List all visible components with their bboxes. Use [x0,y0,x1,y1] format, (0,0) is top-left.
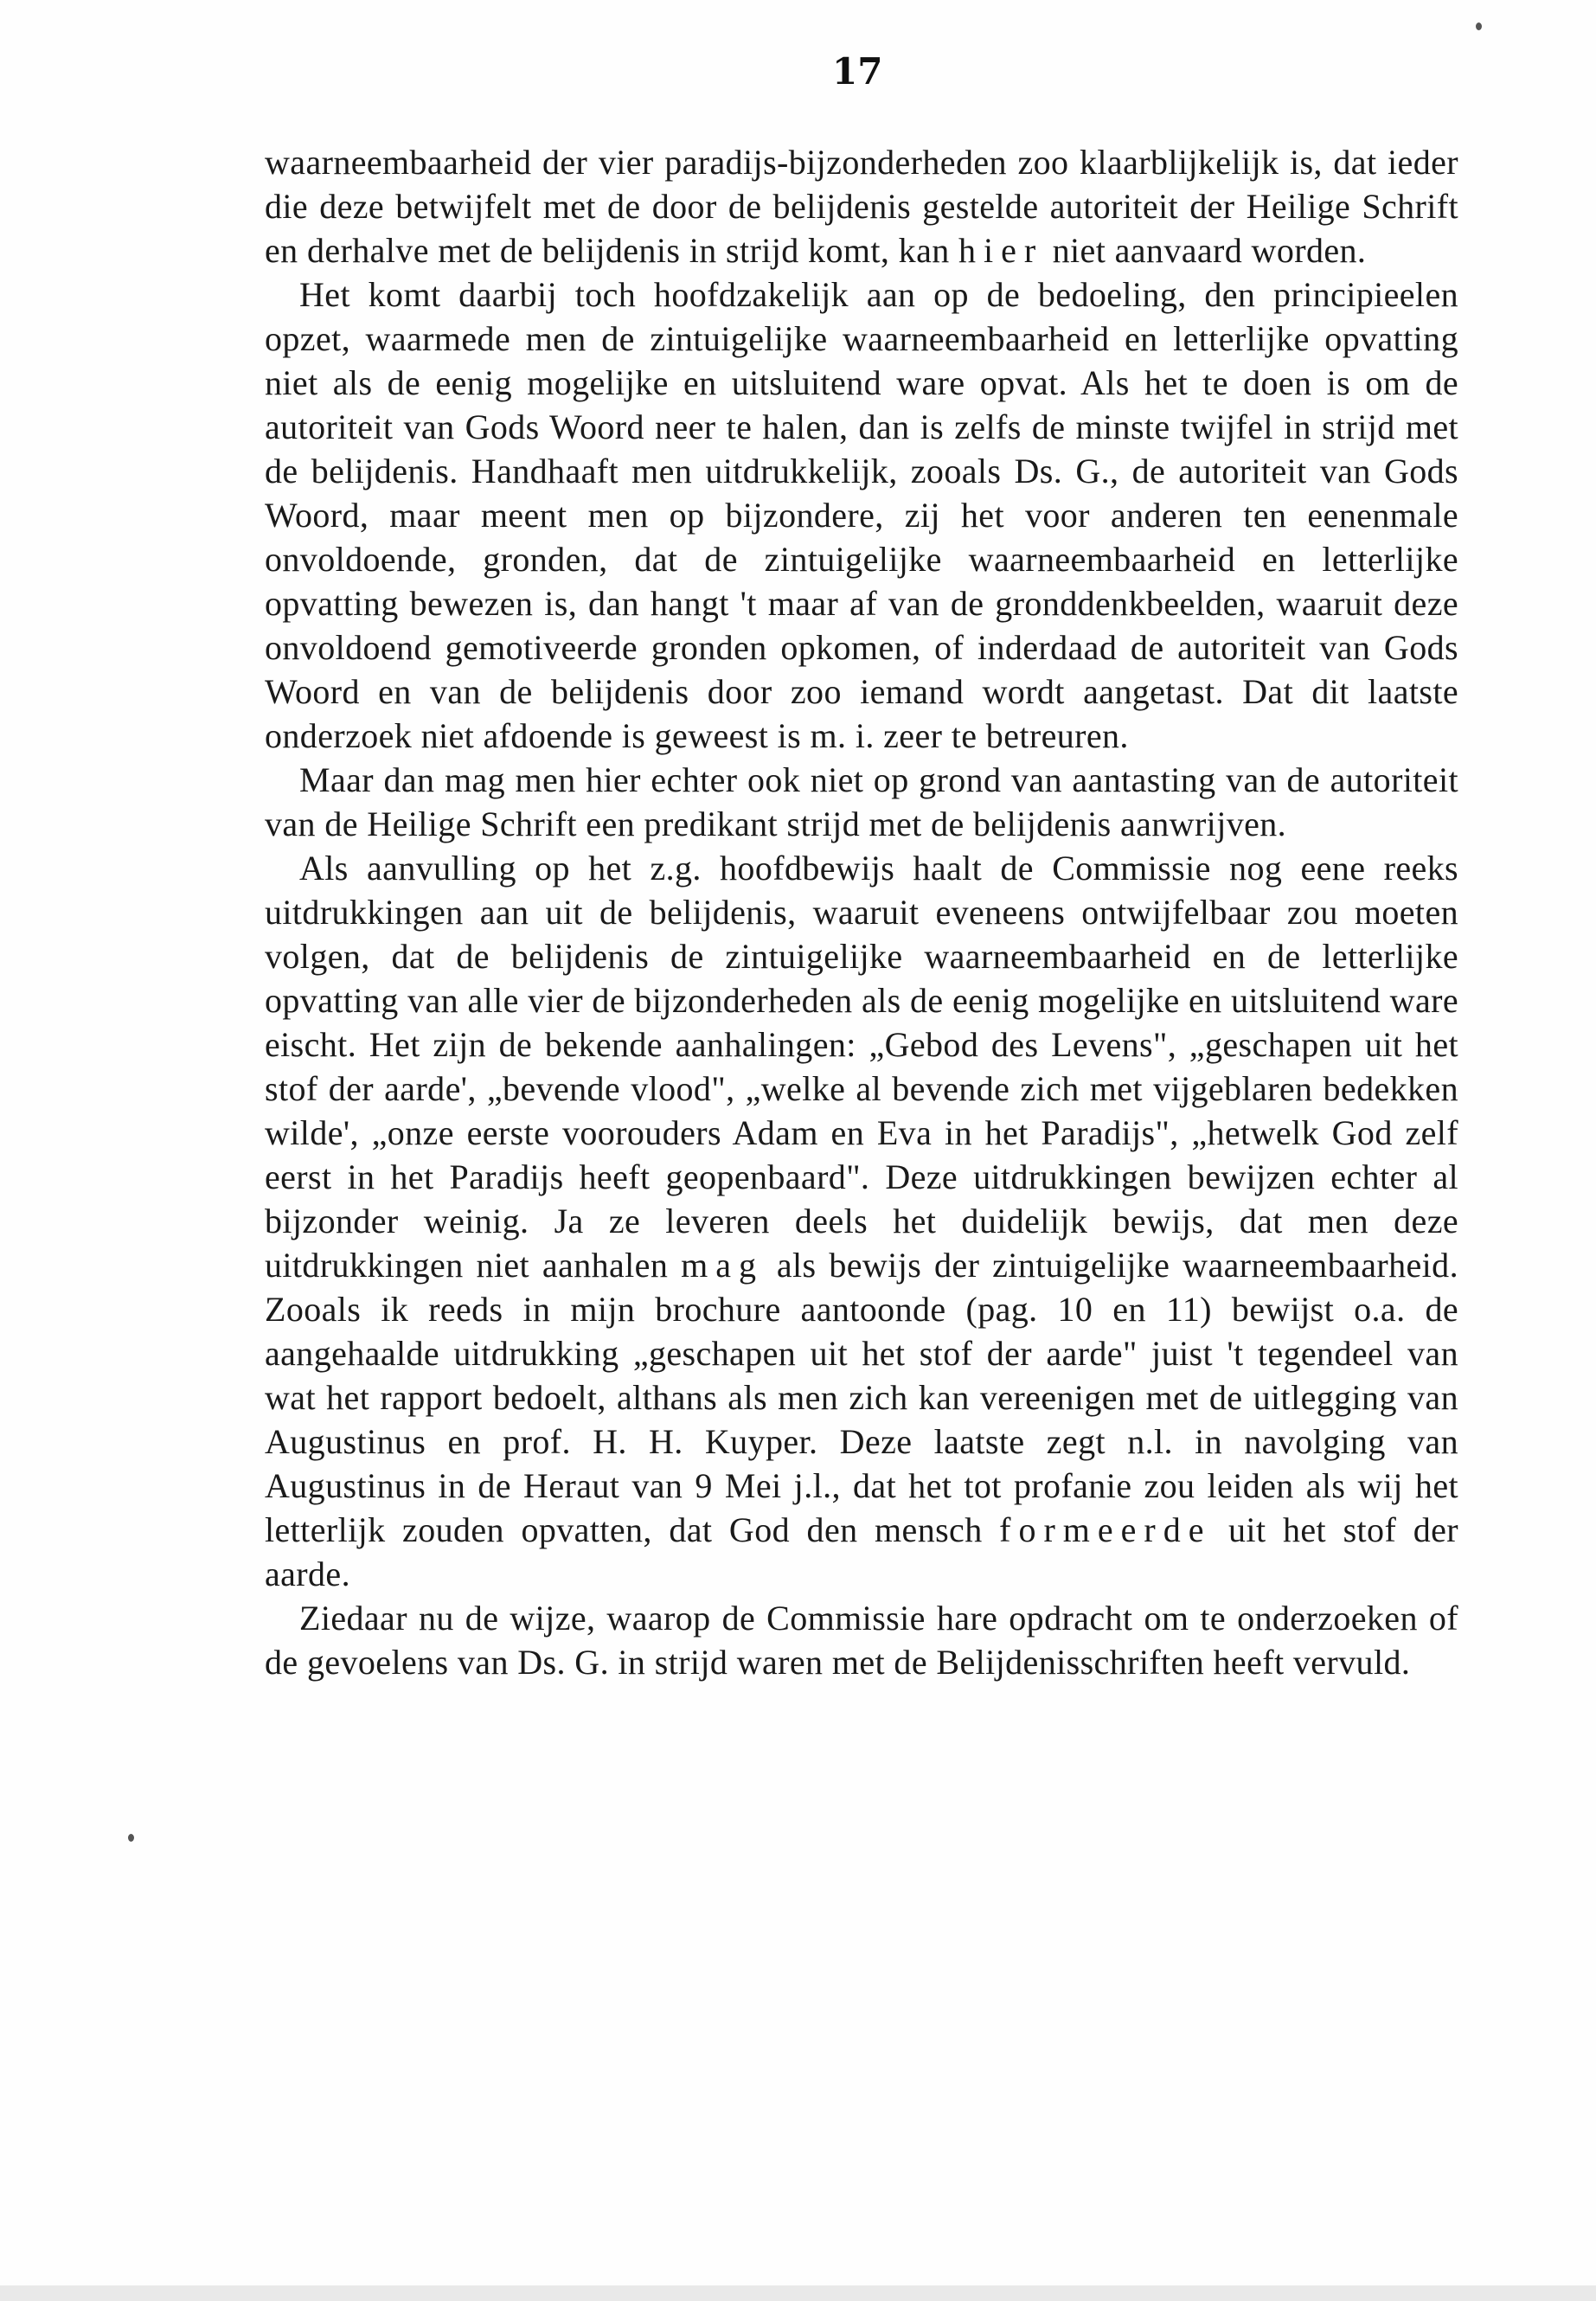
paragraph: Als aanvulling op het z.g. hoofdbewijs haalt de Commissie nog eene reeks uitdrukkingen aan uit de belijdenis, waaruit eveneens ontwijfelbaar zou moeten volgen, dat de belijdenis de zintuigelijke waarneembaarheid en de letterlijke opvatting van alle vier de bijzonderheden als de eenig mogelijke en uitsluitend ware eischt. Het zijn de bekende aanhalingen: „Gebod des Levens", „geschapen uit het stof der aarde', „bevende vlood", „welke al bevende zich met vijgeblaren bedekken wilde', „onze eerste voorouders Adam en Eva in het Paradijs", „hetwelk God zelf eerst in het Paradijs heeft geopenbaard". Deze uitdrukkingen bewijzen echter al bijzonder weinig. Ja ze leveren deels het duidelijk bewijs, dat men deze uitdrukkingen niet aanhalen mag als bewijs der zintuigelijke waarneembaarheid. Zooals ik reeds in mijn brochure aantoonde (pag. 10 en 11) bewijst o.a. de aangehaalde uitdrukking „geschapen uit het stof der aarde" juist 't tegendeel van wat het rapport bedoelt, althans als men zich kan vereenigen met de uitlegging van Augustinus en prof. H. H. Kuyper. Deze laatste zegt n.l. in navolging van Augustinus in de Heraut van 9 Mei j.l., dat het tot profanie zou leiden als wij het letterlijk zouden opvatten, dat God den mensch formeerde uit het stof der aarde. [265,849,1458,1593]
emphasis-mag: mag [681,1246,764,1285]
paragraph: Maar dan mag men hier echter ook niet op grond van aantasting van de autoriteit van de Heilige Schrift een predikant strijd met de belijdenis aanwrijven. [265,760,1458,843]
paragraph: Ziedaar nu de wijze, waarop de Commissie hare opdracht om te onderzoeken of de gevoelens van Ds. G. in strijd waren met de Belijdenisschriften heeft vervuld. [265,1599,1458,1682]
page-number: 17 [832,50,883,93]
body-text [265,140,1458,1684]
paragraph: Het komt daarbij toch hoofdzakelijk aan op de bedoeling, den principieelen opzet, waarmede men de zintuigelijke waarneembaarheid en letterlijke opvatting niet als de eenig mogelijke en uitsluitend ware opvat. Als het te doen is om de autoriteit van Gods Woord neer te halen, dan is zelfs de minste twijfel in strijd met de belijdenis. Handhaaft men uitdrukkelijk, zooals Ds. G., de autoriteit van Gods Woord, maar meent men op bijzondere, zij het voor anderen ten eenenmale onvoldoende, gronden, dat de zintuigelijke waarneembaarheid en letterlijke opvatting bewezen is, dan hangt 't maar af van de gronddenkbeelden, waaruit deze onvoldoend gemotiveerde gronden opkomen, of inderdaad de autoriteit van Gods Woord en van de belijdenis door zoo iemand wordt aangetast. Dat dit laatste onderzoek niet afdoende is geweest is m. i. zeer te betreuren. [265,275,1458,755]
paragraph: waarneembaarheid der vier paradijs-bijzonderheden zoo klaarblijkelijk is, dat ieder die deze betwijfelt met de door de belijdenis gestelde autoriteit der Heilige Schrift en derhalve met de belijdenis in strijd komt, kan hier niet aanvaard worden. [265,143,1458,270]
speck-mark [128,1834,134,1842]
speck-mark [1476,22,1482,30]
emphasis-formeerde: formeerde [999,1510,1212,1549]
scan-edge [0,2285,1596,2301]
emphasis-hier: hier [958,231,1044,270]
